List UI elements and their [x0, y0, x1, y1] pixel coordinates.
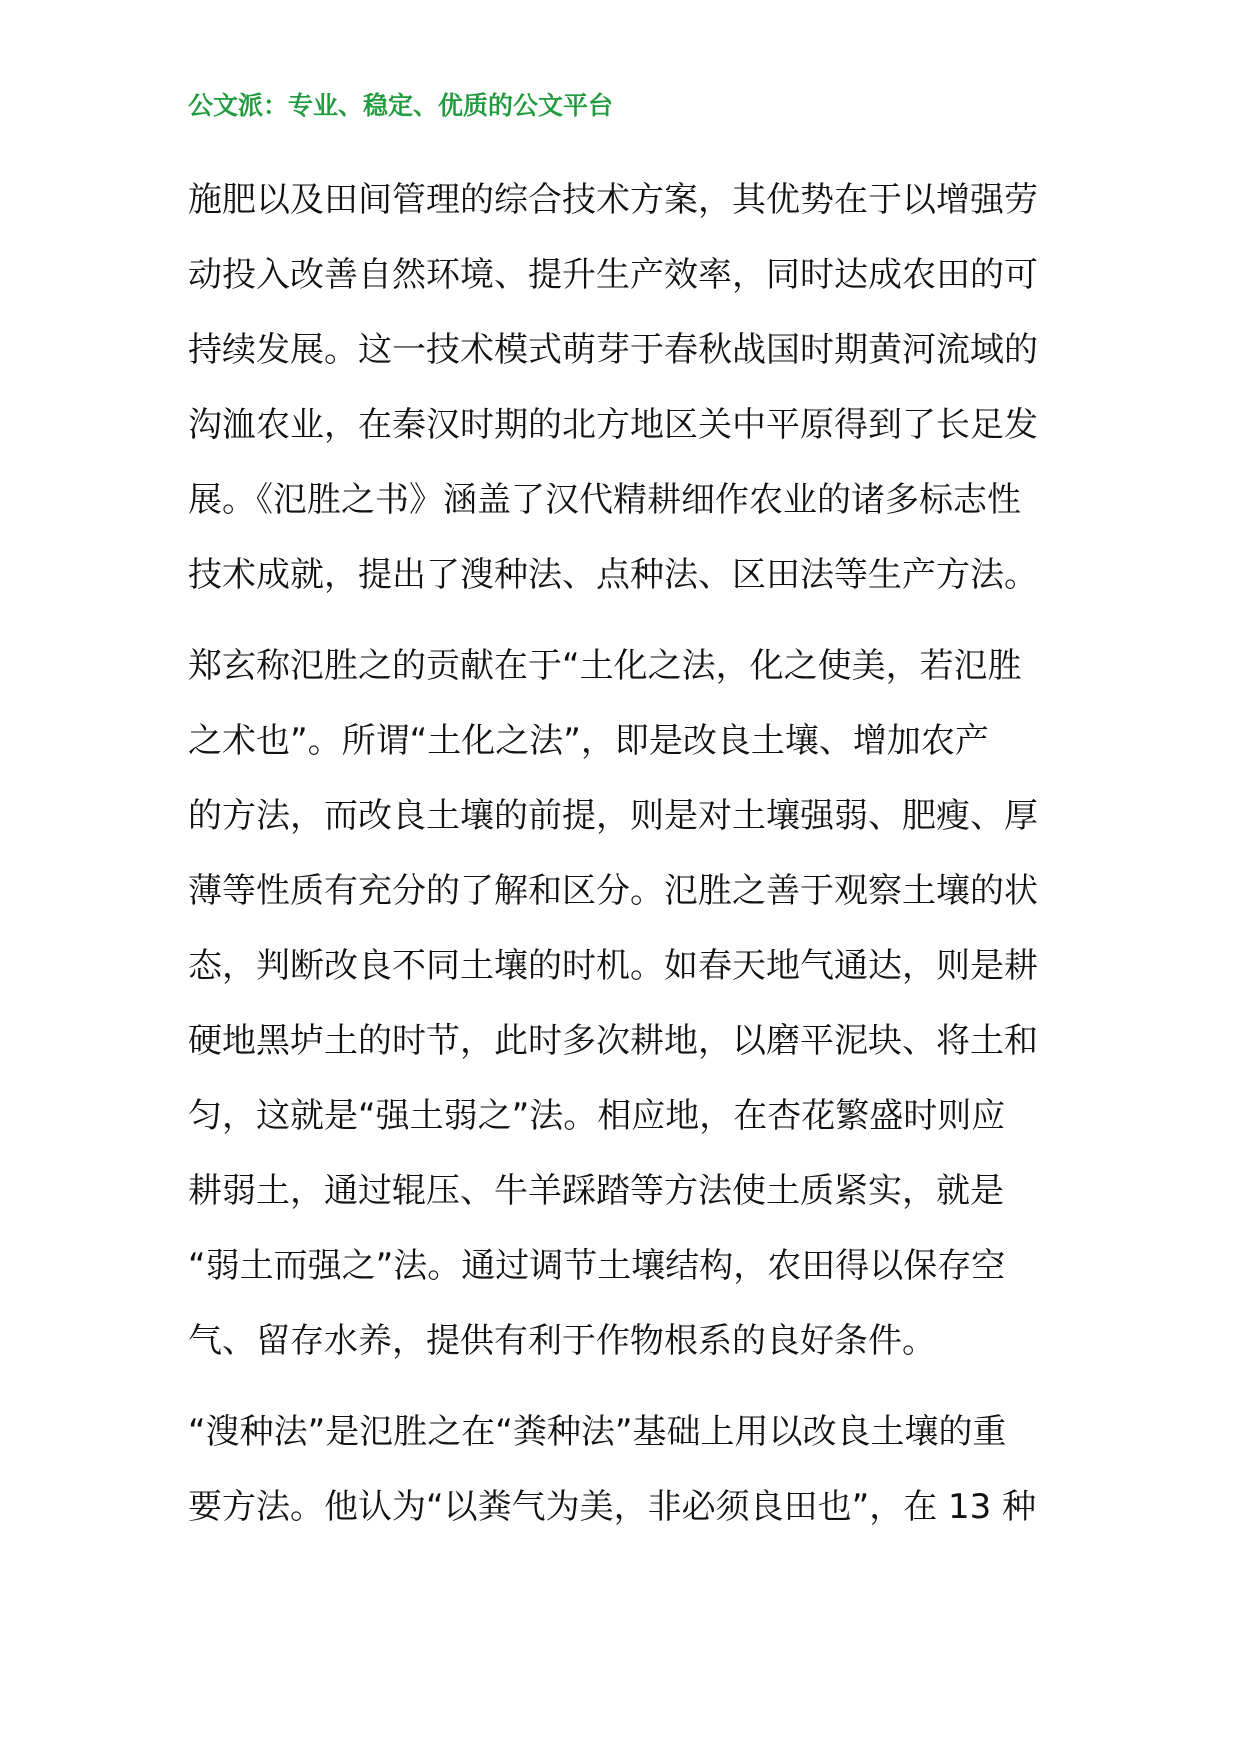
- text-line: 展。《氾胜之书》涵盖了汉代精耕细作农业的诸多标志性: [188, 480, 1021, 520]
- text-line: 薄等性质有充分的了解和区分。氾胜之善于观察土壤的状: [188, 871, 1038, 911]
- text-line: 施肥以及田间管理的综合技术方案，其优势在于以增强劳: [188, 180, 1038, 220]
- text-line: 郑玄称氾胜之的贡献在于“土化之法，化之使美，若氾胜: [188, 646, 1022, 686]
- text-line: “溲种法”是氾胜之在“粪种法”基础上用以改良土壤的重: [188, 1412, 1007, 1452]
- text-line: 沟洫农业，在秦汉时期的北方地区关中平原得到了长足发: [188, 405, 1038, 445]
- text-line: 气、留存水养，提供有利于作物根系的良好条件。: [188, 1321, 936, 1361]
- text-line: 的方法，而改良土壤的前提，则是对土壤强弱、肥瘦、厚: [188, 796, 1038, 836]
- text-line: 之术也”。所谓“土化之法”，即是改良土壤、增加农产: [188, 721, 989, 761]
- text-line: 硬地黑垆土的时节，此时多次耕地，以磨平泥块、将土和: [188, 1021, 1038, 1061]
- text-line: 耕弱土，通过辊压、牛羊踩踏等方法使土质紧实，就是: [188, 1171, 1004, 1211]
- text-line: 匀，这就是“强土弱之”法。相应地，在杏花繁盛时则应: [188, 1096, 1006, 1136]
- paragraph-2: [188, 629, 1058, 1379]
- paragraph-3: [188, 1395, 1058, 1545]
- text-line: 态，判断改良不同土壤的时机。如春天地气通达，则是耕: [188, 946, 1038, 986]
- page-header-title: 公文派：专业、稳定、优质的公文平台: [188, 91, 614, 120]
- text-line: 动投入改善自然环境、提升生产效率，同时达成农田的可: [188, 255, 1038, 295]
- text-line: “弱土而强之”法。通过调节土壤结构，农田得以保存空: [188, 1246, 1006, 1286]
- text-line: 要方法。他认为“以粪气为美，非必须良田也”，在 13 种: [188, 1487, 1037, 1527]
- text-line: 持续发展。这一技术模式萌芽于春秋战国时期黄河流域的: [188, 330, 1038, 370]
- text-line: 技术成就，提出了溲种法、点种法、区田法等生产方法。: [188, 555, 1038, 595]
- document-body: [188, 163, 1058, 1561]
- paragraph-1: [188, 163, 1058, 613]
